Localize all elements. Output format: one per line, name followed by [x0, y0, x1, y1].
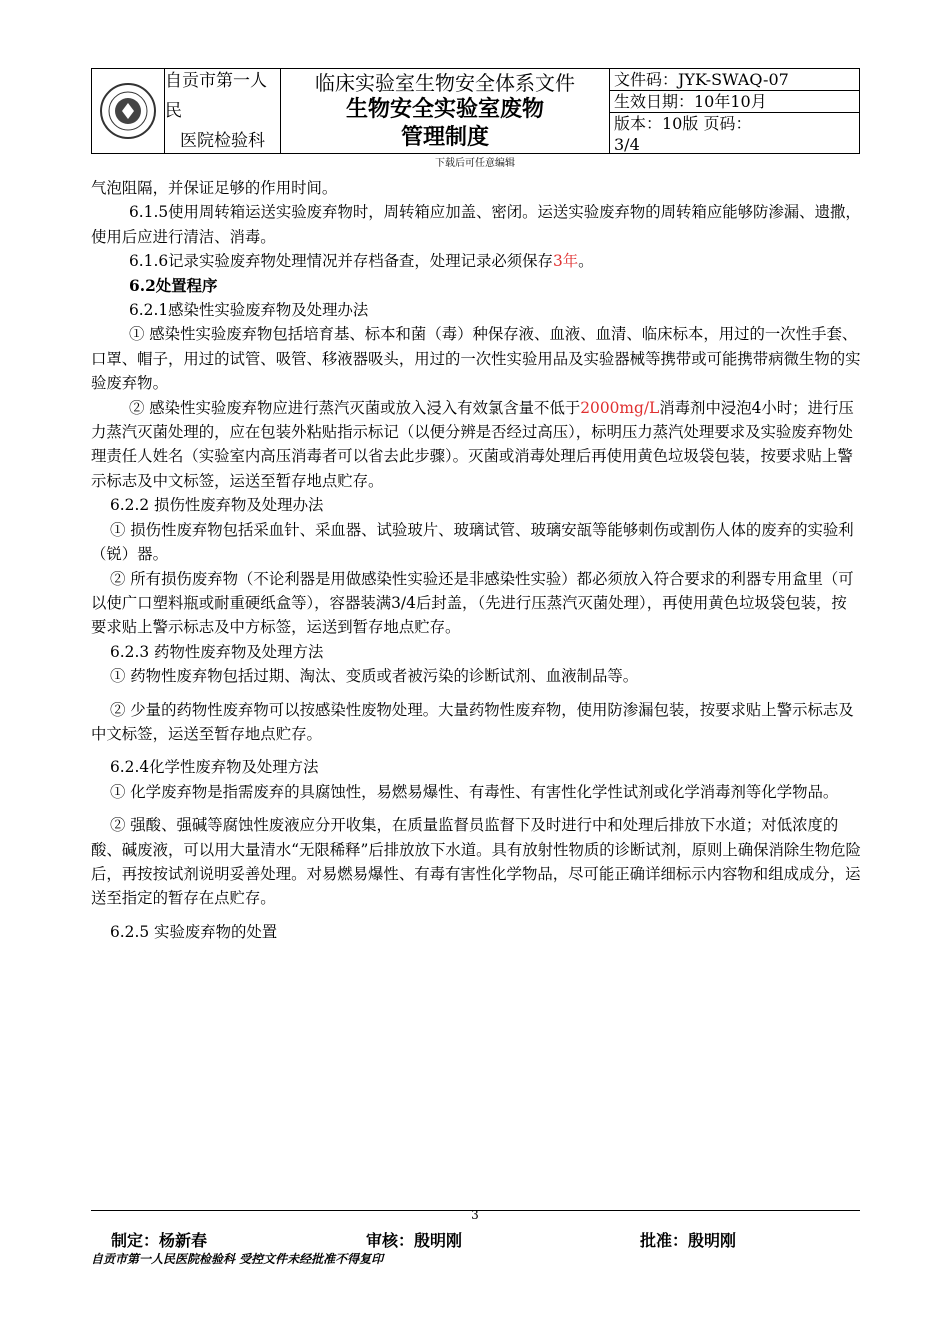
text: ② 感染性实验废弃物应进行蒸汽灭菌或放入浸入有效氯含量不低于 [129, 398, 581, 417]
hospital-seal-icon [98, 81, 158, 141]
text: 消毒剂中浸泡4小时；进行压力蒸汽灭菌处理的，应在包装外粘贴指示标记（以便分辨是否经过高压），标明压力蒸汽处理要求及实验废弃物处理责任人姓名（实验室内高压消毒者可以省去此步骤）。灭菌或消毒处理后再使用黄色垃圾袋包装，按要求贴上警示标志及中文标签，运送至暂存地点贮存。 [91, 398, 854, 490]
list-item: ② 所有损伤废弃物（不论利器是用做感染性实验还是非感染性实验）都必须放入符合要求的利器专用盒里（可以使广口塑料瓶或耐重硬纸盒等），容器装满3/4后封盖，（先进行压蒸汽灭菌处理），再使用黄色垃圾袋包装，按要求贴上警示标志及中方标签，运送到暂存地点贮存。 [91, 569, 854, 637]
document-title-line-2: 管理制度 [400, 124, 489, 150]
subsection-heading-6-2-1: 6.2.1感染性实验废弃物及处理办法 [129, 301, 369, 320]
doc-code: 文件码：JYK-SWAQ-07 [610, 69, 859, 91]
subsection-heading-6-2-5: 6.2.5 实验废弃物的处置 [110, 922, 278, 941]
list-item: ① 化学废弃物是指需废弃的具腐蚀性，易燃易爆性、有毒性、有害性化学性试剂或化学消毒剂等化学物品。 [110, 782, 839, 801]
list-item: ① 药物性废弃物包括过期、淘汰、变质或者被污染的诊断试剂、血液制品等。 [110, 667, 639, 686]
list-item [91, 396, 861, 494]
org-line-2: 医院检验科 [180, 131, 265, 151]
reviewed-by: 审核：殷明刚 [366, 1231, 463, 1250]
meta-cell [610, 69, 859, 153]
organization-cell [164, 69, 280, 153]
list-item: ① 感染性实验废弃物包括培育基、标本和菌（毒）种保存液、血液、血清、临床标本，用过的一次性手套、口罩、帽子，用过的试管、吸管、移液器吸头，用过的一次性实验用品及实验器械等携带或可能携带病微生物的实验废弃物。 [91, 325, 861, 393]
control-note: 自贡市第一人民医院检验科 受控文件未经批准不得复印 [91, 1252, 384, 1266]
list-item: ② 少量的药物性废弃物可以按感染性废物处理。大量药物性废弃物，使用防渗漏包装，按要求贴上警示标志及中文标签，运送至暂存地点贮存。 [91, 700, 854, 743]
list-item: ② 强酸、强碱等腐蚀性废液应分开收集，在质量监督员监督下及时进行中和处理后排放下水道；对低浓度的酸、碱废液，可以用大量清水“无限稀释”后排放放下水道。具有放射性物质的诊断试剂，原则上确保消除生物危险后，再按按试剂说明妥善处理。对易燃易爆性、有毒有害性化学物品，尽可能正确详细标示内容物和组成成分，运送至指定的暂存在点贮存。 [91, 816, 861, 908]
version-page: 版本：10版 页码： [614, 114, 752, 133]
subsection-heading-6-2-2: 6.2.2 损伤性废弃物及处理办法 [110, 496, 324, 515]
system-title: 临床实验室生物安全体系文件 [315, 71, 575, 95]
paragraph-6-1-5: 6.1.5使用周转箱运送实验废弃物时，周转箱应加盖、密闭。运送实验废弃物的周转箱应能够防渗漏、遗撒，使用后应进行清洁、消毒。 [91, 203, 861, 246]
text: 6.1.6记录实验废弃物处理情况并存档备查，处理记录必须保存 [129, 252, 553, 271]
highlight-text: 2000mg/L [580, 398, 660, 417]
download-note: 下载后可任意编辑 [435, 158, 515, 169]
logo-cell [92, 69, 164, 153]
paragraph: 气泡阻隔，并保证足够的作用时间。 [91, 179, 338, 197]
document-body [91, 176, 861, 944]
approved-by: 批准：殷明刚 [640, 1231, 737, 1250]
prepared-by: 制定：杨新春 [111, 1231, 208, 1250]
paragraph-6-1-6 [91, 249, 861, 273]
page-fraction: 3/4 [614, 135, 640, 154]
document-title-line-1: 生物安全实验室废物 [345, 96, 544, 122]
list-item: ① 损伤性废弃物包括采血针、采血器、试验玻片、玻璃试管、玻璃安瓿等能够刺伤或割伤人体的废弃的实验利（锐）器。 [91, 520, 854, 564]
subsection-heading-6-2-4: 6.2.4化学性废弃物及处理方法 [110, 758, 319, 777]
highlight-text: 3年 [552, 252, 579, 271]
title-cell [280, 69, 610, 153]
org-line-1: 自贡市第一人民 [165, 71, 267, 121]
document-header [91, 68, 860, 154]
text: 。 [578, 252, 594, 271]
subsection-heading-6-2-3: 6.2.3 药物性废弃物及处理方法 [110, 642, 324, 661]
section-heading-6-2: 6.2处置程序 [129, 276, 218, 295]
page-number: 3 [471, 1208, 479, 1222]
effective-date: 生效日期：10年10月 [610, 91, 859, 113]
